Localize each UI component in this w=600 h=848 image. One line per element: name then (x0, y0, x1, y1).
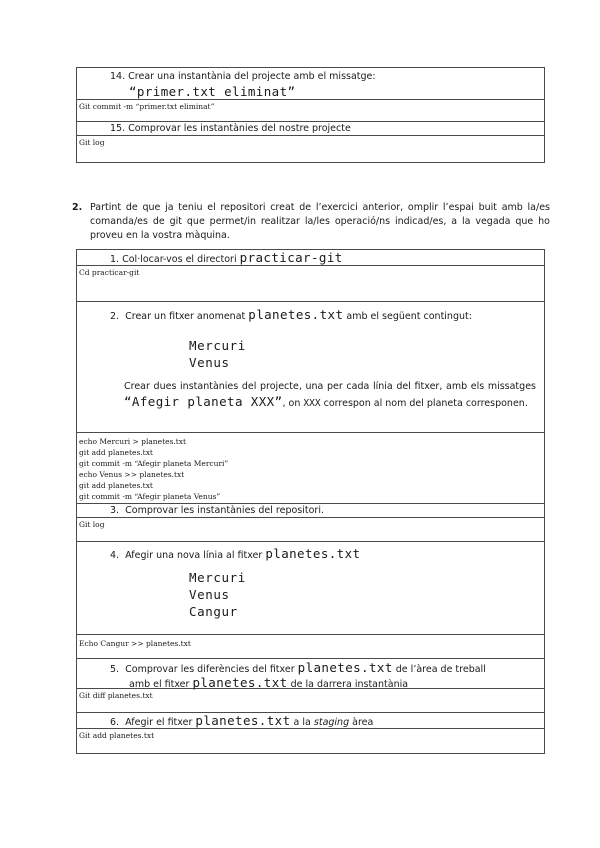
q15-prompt-row (77, 122, 544, 136)
q6-text-b: a la (293, 717, 311, 728)
q2-answer-line: git add planetes.txt (79, 481, 153, 490)
q4-content-line: Cangur (189, 604, 238, 619)
q2-file-content (189, 337, 246, 371)
q2-answer-line: echo Venus >> planetes.txt (79, 470, 185, 479)
q3-answer-row[interactable] (77, 518, 544, 542)
q6-text-c: àrea (352, 717, 374, 728)
q2-desc-xxx: XXX (303, 397, 321, 409)
q1-answer[interactable]: Cd practicar-git (79, 268, 140, 277)
q15-text: Comprovar les instantànies del nostre projecte (128, 123, 351, 134)
q5-code-b: planetes.txt (192, 675, 288, 690)
q14-answer[interactable]: Git commit -m “primer.txt eliminat” (79, 102, 215, 111)
q6-number: 6. (110, 717, 120, 728)
q4-content-line: Venus (189, 587, 230, 602)
q2-text-a: Crear un fitxer anomenat (125, 311, 246, 322)
exercise1-table (76, 67, 545, 163)
q4-content-line: Mercuri (189, 570, 246, 585)
q14-answer-row[interactable] (77, 100, 544, 122)
q6-code: planetes.txt (195, 713, 291, 728)
q5-answer-row[interactable] (77, 689, 544, 713)
q5-text-d: de la darrera instantània (290, 679, 409, 690)
exercise2-table (76, 249, 545, 754)
q2-answer[interactable] (77, 433, 544, 503)
q1-prompt-row (77, 250, 544, 266)
q6-text-a: Afegir el fitxer (125, 717, 193, 728)
q2-text-b: amb el següent contingut: (346, 311, 472, 322)
q14-number: 14. (110, 71, 126, 82)
q1-code: practicar-git (239, 250, 343, 265)
q1-answer-row[interactable] (77, 266, 544, 302)
q2-answer-row[interactable] (77, 433, 544, 504)
exercise2-intro (72, 201, 550, 243)
q14-text: Crear una instantània del projecte amb el missatge: (128, 71, 376, 82)
q1-number: 1. (110, 254, 120, 265)
q6-answer[interactable]: Git add planetes.txt (79, 731, 155, 740)
q2-answer-line: git add planetes.txt (79, 448, 153, 457)
q3-text: Comprovar les instantànies del repositori. (125, 505, 324, 516)
q4-file-content (189, 569, 246, 620)
q4-prompt-row (77, 542, 544, 635)
q2-content-line: Mercuri (189, 338, 246, 353)
q2-answer-line: git commit -m “Afegir planeta Venus” (79, 492, 221, 501)
q2-desc-c: correspon al nom del planeta corresponen. (323, 397, 528, 409)
q5-number: 5. (110, 664, 120, 675)
q5-text-b: de l’àrea de treball (395, 664, 486, 675)
q2-content-line: Venus (189, 355, 230, 370)
q1-text: Col·locar-vos el directori (122, 254, 237, 265)
q5-code-a: planetes.txt (297, 660, 393, 675)
q5-answer[interactable]: Git diff planetes.txt (79, 691, 153, 700)
q2-prompt-row (77, 302, 544, 433)
q14-code: “primer.txt eliminat” (129, 84, 296, 99)
q4-text: Afegir una nova línia al fitxer (125, 550, 263, 561)
q2-description (124, 380, 536, 411)
q2-answer-line: echo Mercuri > planetes.txt (79, 437, 187, 446)
q5-text-c: amb el fitxer (129, 679, 190, 690)
q15-number: 15. (110, 123, 126, 134)
exercise2-number: 2. (72, 202, 83, 213)
q4-number: 4. (110, 550, 120, 561)
exercise2-text: Partint de que ja teniu el repositori creat de l’exercici anterior, omplir l’espai buit amb la/es comanda/es de git que permet/in realitzar la/les operació/ns indicad/es, a la vegada que ho proveu en la vostra màquina. (90, 202, 550, 241)
q6-italic: staging (313, 717, 350, 728)
q5-text-a: Comprovar les diferències del fitxer (125, 664, 295, 675)
q5-prompt-row (77, 659, 544, 689)
q3-number: 3. (110, 505, 120, 516)
q2-answer-line: git commit -m “Afegir planeta Mercuri” (79, 459, 229, 468)
q2-desc-b: , on (282, 397, 301, 409)
q14-prompt-row (77, 68, 544, 100)
q2-code: planetes.txt (248, 307, 344, 322)
q4-answer-row[interactable] (77, 635, 544, 659)
q4-answer[interactable]: Echo Cangur >> planetes.txt (79, 639, 191, 648)
q6-prompt-row (77, 713, 544, 729)
q15-answer-row[interactable] (77, 136, 544, 162)
q4-code: planetes.txt (265, 546, 361, 561)
q3-answer[interactable]: Git log (79, 520, 105, 529)
q15-answer[interactable]: Git log (79, 138, 105, 147)
q2-number: 2. (110, 311, 120, 322)
q6-answer-row[interactable] (77, 729, 544, 753)
q3-prompt-row (77, 504, 544, 518)
q2-desc-a: Crear dues instantànies del projecte, una per cada línia del fitxer, amb els missatges (124, 381, 536, 392)
q2-desc-code: “Afegir planeta XXX” (124, 393, 283, 409)
